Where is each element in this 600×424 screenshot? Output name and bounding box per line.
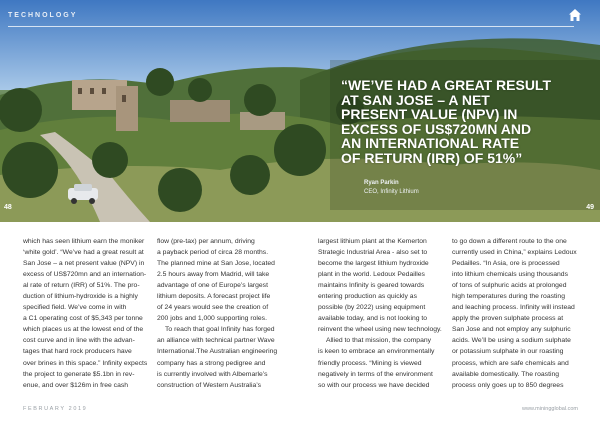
text-line: the project to generate $5.1bn in rev- xyxy=(23,370,135,378)
text-line: lithium deposits. A forecast project life xyxy=(157,293,271,301)
footer-website-link[interactable]: www.miningglobal.com xyxy=(522,406,578,412)
text-line: is currently involved with Albemarle’s xyxy=(157,370,268,378)
quote-line: AT SAN JOSE – A NET xyxy=(341,91,490,108)
text-line: cost curve and in line with the advan- xyxy=(23,337,135,345)
text-line: excess of US$720mn and an internation- xyxy=(23,271,147,279)
text-line: plant in the world. Ledoux Pedailles xyxy=(318,271,425,279)
text-line: 2.5 hours away from Madrid, will take xyxy=(157,271,270,279)
text-line: al rate of return (IRR) of 51%. The pro- xyxy=(23,282,140,290)
text-line: is keen to embrace an environmentally xyxy=(318,348,435,356)
quote-author-name: Ryan Parkin xyxy=(364,180,399,186)
text-line: a payback period of circa 28 months. xyxy=(157,249,269,257)
text-line: flow (pre-tax) per annum, driving xyxy=(157,238,255,245)
page-number-left: 48 xyxy=(4,204,12,211)
quote-line: AN INTERNATIONAL RATE xyxy=(341,135,520,152)
text-line: which places us at the lowest end of the xyxy=(23,326,144,334)
text-line: process, which are safe chemicals and xyxy=(452,359,569,367)
pull-quote xyxy=(341,78,571,166)
text-line: maintains Infinity is geared towards xyxy=(318,282,425,290)
text-line: negatively in terms of the environment xyxy=(318,370,433,378)
text-line: construction of Western Australia’s xyxy=(157,381,262,389)
text-line: currently used in China,” explains Ledoux xyxy=(452,249,577,257)
text-line: duction of lithium-hydroxide is a highly xyxy=(23,293,138,301)
text-line: San Jose – a net present value (NPV) in xyxy=(23,260,145,268)
article-column-3 xyxy=(318,236,451,391)
text-line: Strategic Industrial Area - also set to xyxy=(318,249,428,257)
text-line: largest lithium plant at the Kemerton xyxy=(318,238,427,245)
text-line: apply the proven sulphate process at xyxy=(452,315,564,323)
text-line: or potassium sulphate in our roasting xyxy=(452,348,564,356)
text-line: enue, and over $126m in free cash xyxy=(23,381,129,389)
text-line: reinvent the wheel using new technology. xyxy=(318,326,442,334)
text-line: ‘white gold’. “We’ve had a great result at xyxy=(23,249,144,257)
text-line: advantage of one of Europe’s largest xyxy=(157,282,268,290)
text-line: an alliance with technical partner Wave xyxy=(157,337,275,345)
text-line: of tons of sulphuric acids at prolonged xyxy=(452,282,567,290)
article-column-4 xyxy=(452,236,585,391)
text-line: become the largest lithium hydroxide xyxy=(318,260,429,268)
quote-author-role: CEO, Infinity Lithium xyxy=(364,189,419,195)
quote-line: “WE’VE HAD A GREAT RESULT xyxy=(341,77,551,93)
text-line: available domestically. The roasting xyxy=(452,370,560,378)
text-line: Allied to that mission, the company xyxy=(326,337,432,345)
section-label: TECHNOLOGY xyxy=(8,12,78,19)
text-line: 200 jobs and 1,000 supporting roles. xyxy=(157,315,267,323)
footer-issue-date: FEBRUARY 2019 xyxy=(23,406,88,412)
text-line: a C1 operating cost of $5,343 per tonne xyxy=(23,315,143,323)
text-line: so with our process we have decided xyxy=(318,381,430,389)
text-line: high temperatures during the roasting xyxy=(452,293,565,301)
text-line: friendly process. “Mining is viewed xyxy=(318,359,422,367)
text-line: Pedailles. “In Asia, ore is processed xyxy=(452,260,560,268)
page-number-right: 49 xyxy=(586,204,594,211)
text-line: tages that hard rock producers have xyxy=(23,348,132,356)
quote-line: OF RETURN (IRR) OF 51%” xyxy=(341,149,523,166)
text-line: of 24 years would see the creation of xyxy=(157,304,269,312)
text-line: over brines in this space.” Infinity expects xyxy=(23,359,148,367)
quote-line: PRESENT VALUE (NPV) IN xyxy=(341,106,518,123)
text-line: company has a strong pedigree and xyxy=(157,359,266,367)
text-line: San Jose and not employ any sulphuric xyxy=(452,326,571,334)
text-line: process only goes up to 850 degrees xyxy=(452,381,564,389)
article-column-2 xyxy=(157,236,290,391)
text-line: and leaching process. Infinity will instead xyxy=(452,304,575,312)
article-column-1 xyxy=(23,236,156,391)
text-line: entering production as quickly as xyxy=(318,293,417,301)
text-line: which has seen lithium earn the moniker xyxy=(23,238,145,245)
text-line: acids. We’ll be using a sodium sulphate xyxy=(452,337,571,345)
text-line: to go down a different route to the one xyxy=(452,238,567,245)
quote-line: EXCESS OF US$720MN AND xyxy=(341,120,532,137)
text-line: available today, and is not looking to xyxy=(318,315,428,323)
text-line: The planned mine at San Jose, located xyxy=(157,260,275,268)
text-line: possible (by 2022) using equipment xyxy=(318,304,426,312)
text-line: into lithium chemicals using thousands xyxy=(452,271,568,279)
text-line: International.The Australian engineering xyxy=(157,348,278,356)
home-icon[interactable] xyxy=(568,8,582,22)
text-line: specified field. We’ve come in with xyxy=(23,304,127,312)
text-line: To reach that goal Infinity has forged xyxy=(165,326,275,334)
section-divider xyxy=(8,26,574,27)
